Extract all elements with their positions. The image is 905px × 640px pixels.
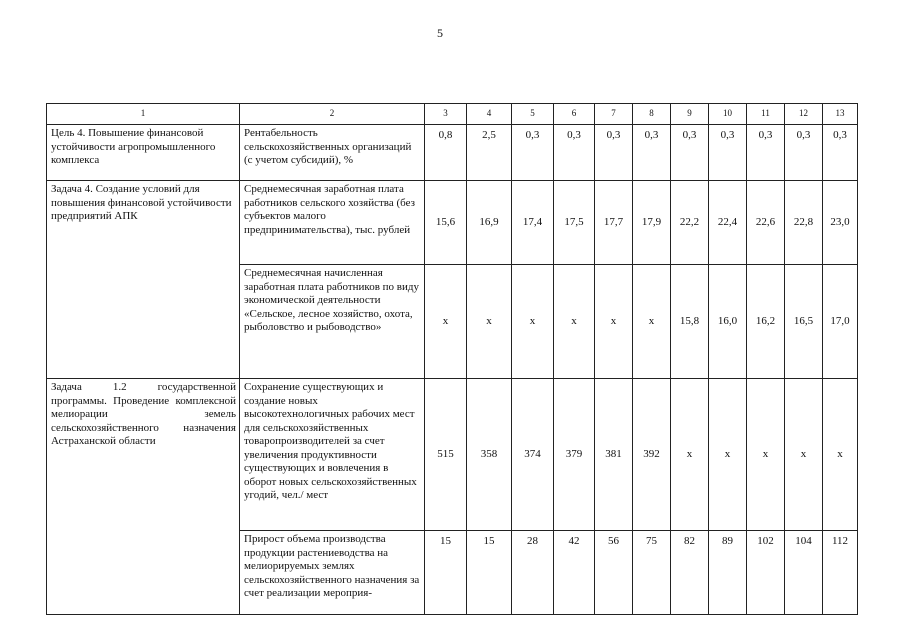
task-cell: Задача 4. Создание условий для повышения финансовой устойчивости предприятий АПК [47, 181, 240, 379]
header-cell: 7 [595, 104, 633, 125]
header-cell: 4 [467, 104, 512, 125]
indicators-table [46, 103, 858, 615]
value-cell: x [785, 379, 823, 531]
value-cell: 28 [512, 531, 554, 615]
table-row [47, 125, 858, 181]
value-cell: 22,8 [785, 181, 823, 265]
value-cell: 392 [633, 379, 671, 531]
value-cell: 0,8 [425, 125, 467, 181]
indicator-cell: Среднемесячная заработная плата работников сельского хозяйства (без субъектов малого предпринимательства), тыс. рублей [240, 181, 425, 265]
value-cell: 17,7 [595, 181, 633, 265]
table-row [47, 181, 858, 265]
value-cell: 2,5 [467, 125, 512, 181]
value-cell: 112 [823, 531, 858, 615]
header-cell: 8 [633, 104, 671, 125]
value-cell: x [467, 265, 512, 379]
indicator-cell: Рентабельность сельскохозяйственных организаций (с учетом субсидий), % [240, 125, 425, 181]
header-cell: 1 [47, 104, 240, 125]
header-cell: 5 [512, 104, 554, 125]
value-cell: 15 [467, 531, 512, 615]
header-cell: 10 [709, 104, 747, 125]
value-cell: 17,0 [823, 265, 858, 379]
value-cell: 374 [512, 379, 554, 531]
value-cell: 16,5 [785, 265, 823, 379]
value-cell: 358 [467, 379, 512, 531]
value-cell: 515 [425, 379, 467, 531]
value-cell: 22,6 [747, 181, 785, 265]
value-cell: 379 [554, 379, 595, 531]
header-cell: 2 [240, 104, 425, 125]
indicator-cell: Сохранение существующих и создание новых высокотехнологичных рабочих мест для сельскохозяйственных товаропроизводителей за счет увеличения продуктивности существующих и вовлечения в оборот новых сельскохозяйственных угодий, чел./ мест [240, 379, 425, 531]
value-cell: 22,4 [709, 181, 747, 265]
value-cell: 102 [747, 531, 785, 615]
value-cell: 89 [709, 531, 747, 615]
value-cell: 42 [554, 531, 595, 615]
value-cell: 0,3 [785, 125, 823, 181]
value-cell: x [554, 265, 595, 379]
value-cell: 0,3 [709, 125, 747, 181]
header-cell: 11 [747, 104, 785, 125]
value-cell: 17,9 [633, 181, 671, 265]
value-cell: 0,3 [554, 125, 595, 181]
value-cell: 0,3 [595, 125, 633, 181]
value-cell: 75 [633, 531, 671, 615]
header-row [47, 104, 858, 125]
value-cell: x [823, 379, 858, 531]
value-cell: 16,9 [467, 181, 512, 265]
value-cell: x [425, 265, 467, 379]
value-cell: x [709, 379, 747, 531]
value-cell: x [747, 379, 785, 531]
value-cell: x [633, 265, 671, 379]
value-cell: 104 [785, 531, 823, 615]
value-cell: 15 [425, 531, 467, 615]
value-cell: 0,3 [671, 125, 709, 181]
value-cell: x [595, 265, 633, 379]
value-cell: 82 [671, 531, 709, 615]
header-cell: 6 [554, 104, 595, 125]
value-cell: 0,3 [633, 125, 671, 181]
value-cell: 22,2 [671, 181, 709, 265]
header-cell: 13 [823, 104, 858, 125]
value-cell: 16,0 [709, 265, 747, 379]
value-cell: 17,4 [512, 181, 554, 265]
value-cell: 0,3 [512, 125, 554, 181]
indicator-cell: Среднемесячная начисленная заработная плата работников по виду экономической деятельности «Сельское, лесное хозяйство, охота, рыболовство и рыбоводство» [240, 265, 425, 379]
value-cell: 0,3 [823, 125, 858, 181]
value-cell: 0,3 [747, 125, 785, 181]
value-cell: 23,0 [823, 181, 858, 265]
value-cell: 17,5 [554, 181, 595, 265]
goal-cell: Цель 4. Повышение финансовой устойчивости агропромышленного комплекса [47, 125, 240, 181]
value-cell: x [671, 379, 709, 531]
task-cell: Задача 1.2 государственной программы. Проведение комплексной мелиорации земель сельскохозяйственного назначения Астраханской области [47, 379, 240, 615]
value-cell: x [512, 265, 554, 379]
page-number: 5 [437, 26, 443, 40]
value-cell: 15,6 [425, 181, 467, 265]
value-cell: 56 [595, 531, 633, 615]
indicator-cell: Прирост объема производства продукции растениеводства на мелиорируемых землях сельскохозяйственного назначения за счет реализации мероприя- [240, 531, 425, 615]
value-cell: 381 [595, 379, 633, 531]
value-cell: 15,8 [671, 265, 709, 379]
header-cell: 12 [785, 104, 823, 125]
table-row [47, 379, 858, 531]
header-cell: 3 [425, 104, 467, 125]
header-cell: 9 [671, 104, 709, 125]
value-cell: 16,2 [747, 265, 785, 379]
